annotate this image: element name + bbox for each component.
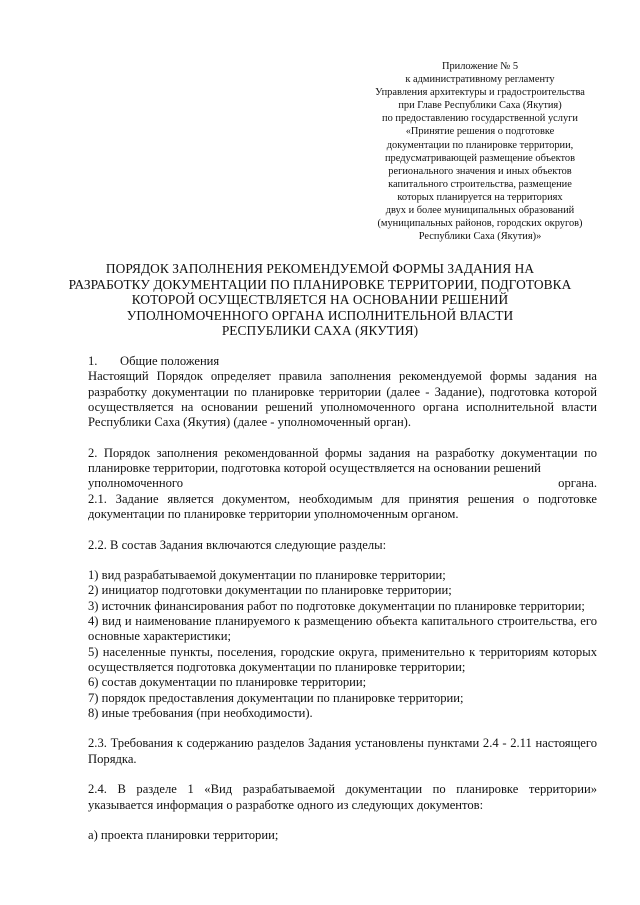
paragraph-a: а) проекта планировки территории; (88, 828, 279, 843)
appendix-line: при Главе Республики Саха (Якутия) (398, 100, 562, 112)
list-item: 6) состав документации по планировке территории; (88, 675, 367, 690)
appendix-block (360, 60, 600, 243)
appendix-line: которых планируется на территориях (397, 191, 563, 203)
section-number: 1. (88, 354, 98, 368)
title-line: РЕСПУБЛИКИ САХА (ЯКУТИЯ) (221, 323, 419, 339)
title-line: УПОЛНОМОЧЕННОГО ОРГАНА ИСПОЛНИТЕЛЬНОЙ ВЛАСТИ (126, 307, 514, 323)
list-item: 3) источник финансирования работ по подготовке документации по планировке территории; (88, 598, 585, 613)
section-title: Общие положения (120, 354, 220, 368)
list-item: 2) инициатор подготовки документации по планировке территории; (88, 583, 452, 598)
appendix-line: капитального строительства, размещение (388, 178, 572, 190)
sections-list (88, 568, 597, 721)
appendix-line: Управления архитектуры и градостроительства (375, 87, 585, 99)
list-item: 7) порядок предоставления документации по планировке территории; (88, 690, 464, 705)
split-left: уполномоченного (88, 476, 184, 491)
appendix-line: регионального значения и иных объектов (388, 165, 572, 177)
paragraph-2-2: 2.2. В состав Задания включаются следующие разделы: (88, 537, 387, 552)
list-item: 8) иные требования (при необходимости). (88, 705, 313, 720)
appendix-line: к административному регламенту (405, 74, 555, 86)
split-right: органа. (558, 476, 597, 491)
section-1-paragraph: Настоящий Порядок определяет правила заполнения рекомендуемой формы задания на разработку документации по планировке территории (далее - Задание), подготовка которой осуществляется на основании решений уполномоченного органа исполнительной власти Республики Саха (Якутия) (далее - уполномоченный орган). (88, 369, 597, 430)
paragraph-2-4: 2.4. В разделе 1 «Вид разрабатываемой документации по планировке территории» указывается информация о разработке одного из следующих документов: (88, 782, 597, 812)
document-title (60, 261, 580, 339)
appendix-line: предусматривающей размещение объектов (384, 152, 576, 164)
paragraph-2-1: 2.1. Задание является документом, необходимым для принятия решения о подготовке документации по планировке территории уполномоченным органом. (88, 491, 597, 521)
appendix-line: «Принятие решения о подготовке (405, 126, 555, 138)
title-line: КОТОРОЙ ОСУЩЕСТВЛЯЕТСЯ НА ОСНОВАНИИ РЕШЕНИЙ (131, 292, 509, 308)
paragraph-2-3: 2.3. Требования к содержанию разделов Задания установлены пунктами 2.4 - 2.11 настоящего Порядка. (88, 736, 597, 766)
title-line: ПОРЯДОК ЗАПОЛНЕНИЯ РЕКОМЕНДУЕМОЙ ФОРМЫ ЗАДАНИЯ НА (105, 261, 535, 276)
title-line: РАЗРАБОТКУ ДОКУМЕНТАЦИИ ПО ПЛАНИРОВКЕ ТЕРРИТОРИИ, ПОДГОТОВКА (68, 276, 572, 292)
list-item: 1) вид разрабатываемой документации по планировке территории; (88, 568, 446, 583)
list-item: 4) вид и наименование планируемого к размещению объекта капитального строительства, его основные характеристики; (88, 614, 597, 644)
appendix-line: Приложение № 5 (441, 61, 519, 72)
appendix-line: двух и более муниципальных образований (385, 205, 575, 217)
appendix-line: (муниципальных районов, городских округов) (377, 218, 583, 230)
list-item: 5) населенные пункты, поселения, городские округа, применительно к территориям которых осуществляется подготовка документации по планировке территории; (88, 644, 597, 674)
section-1-heading (88, 354, 597, 369)
appendix-line: по предоставлению государственной услуги (382, 113, 578, 125)
appendix-line: Республики Саха (Якутия)» (418, 231, 542, 243)
paragraph-2-last-line (88, 476, 597, 491)
document-body (88, 354, 597, 844)
appendix-line: документации по планировке территории, (386, 139, 574, 151)
paragraph-2: 2. Порядок заполнения рекомендованной формы задания на разработку документации по планировке территории, подготовка которой осуществляется на основании решений (88, 445, 597, 476)
